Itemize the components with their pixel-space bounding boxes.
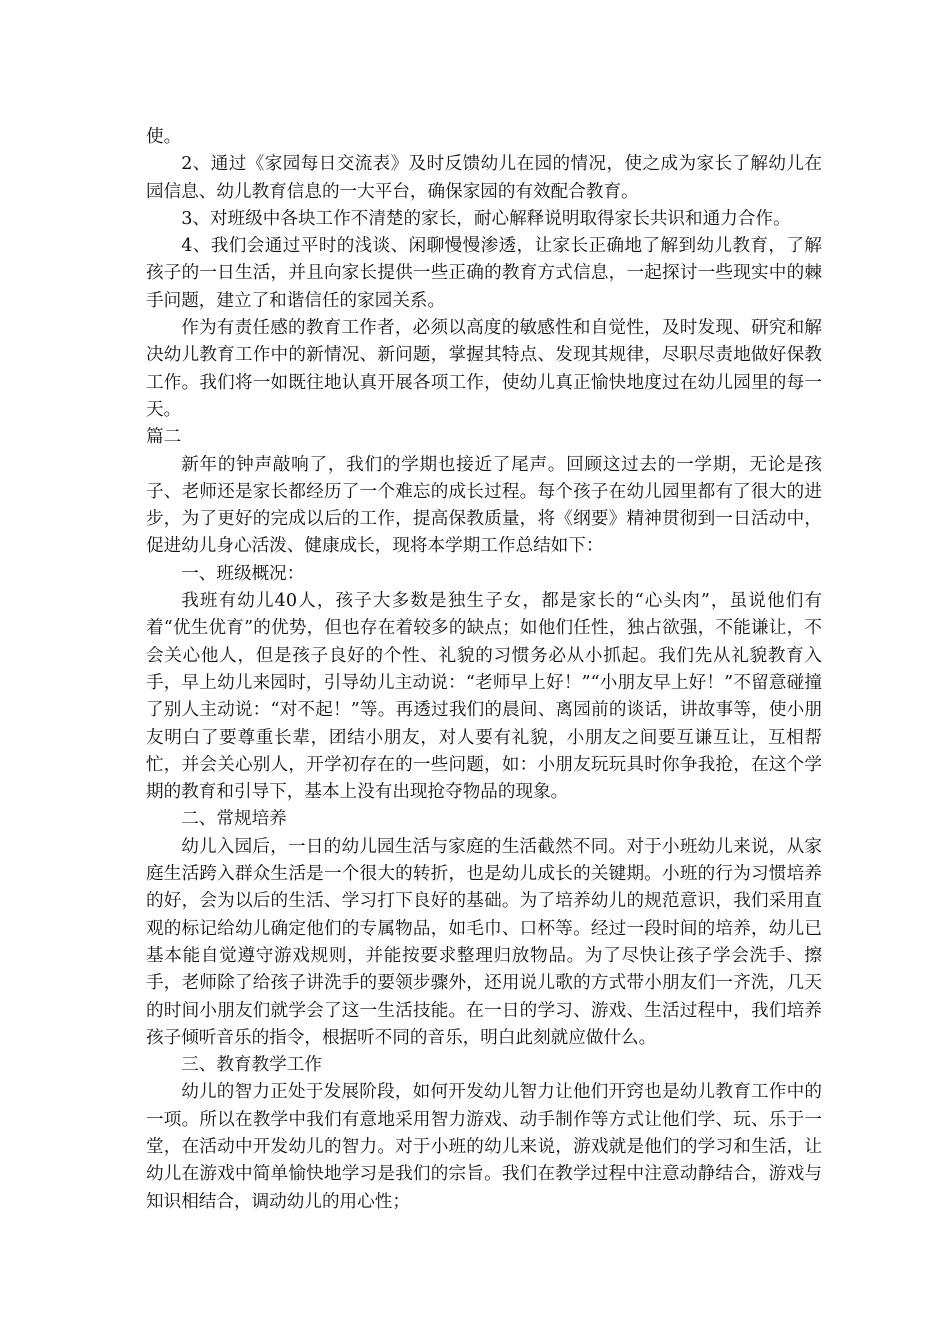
paragraph: 2、通过《家园每日交流表》及时反馈幼儿在园的情况，使之成为家长了解幼儿在园信息、幼儿教育信息的一大平台，确保家园的有效配合教育。	[146, 154, 822, 202]
section-heading: 二、常规培养	[181, 809, 287, 830]
section-heading: 一、班级概况：	[181, 563, 305, 584]
paragraph: 3、对班级中各块工作不清楚的家长，耐心解释说明取得家长共识和通力合作。	[181, 208, 791, 229]
paragraph: 幼儿的智力正处于发展阶段，如何开发幼儿智力让他们开窍也是幼儿教育工作中的一项。所以在教学中我们有意地采用智力游戏、动手制作等方式让他们学、玩、乐于一堂，在活动中开发幼儿的智力。对于小班的幼儿来说，游戏就是他们的学习和生活，让幼儿在游戏中简单愉快地学习是我们的宗旨。我们在教学过程中注意动静结合，游戏与知识相结合，调动幼儿的用心性；	[146, 1082, 822, 1212]
paragraph: 新年的钟声敲响了，我们的学期也接近了尾声。回顾这过去的一学期，无论是孩子、老师还是家长都经历了一个难忘的成长过程。每个孩子在幼儿园里都有了很大的进步，为了更好的完成以后的工作，提高保教质量，将《纲要》精神贯彻到一日活动中，促进幼儿身心活泼、健康成长，现将本学期工作总结如下：	[146, 454, 822, 557]
paragraph: 使。	[146, 127, 182, 147]
paragraph: 我班有幼儿40人，孩子大多数是独生子女，都是家长的“心头肉”，虽说他们有着“优生优育”的优势，但也存在着较多的缺点；如他们任性，独占欲强，不能谦让，不会关心他人，但是孩子良好的个性、礼貌的习惯务必从小抓起。我们先从礼貌教育入手，早上幼儿来园时，引导幼儿主动说：“老师早上好！”“小朋友早上好！”不留意碰撞了别人主动说：“对不起！”等。再透过我们的晨间、离园前的谈话，讲故事等，使小朋友明白了要尊重长辈，团结小朋友，对人要有礼貌，小朋友之间要互谦互让，互相帮忙，并会关心别人，开学初存在的一些问题，如：小朋友玩玩具时你争我抢，在这个学期的教育和引导下，基本上没有出现抢夺物品的现象。	[146, 591, 822, 803]
document-body	[146, 124, 822, 1216]
section-heading: 三、教育教学工作	[181, 1055, 322, 1076]
paragraph: 4、我们会通过平时的浅谈、闲聊慢慢渗透，让家长正确地了解到幼儿教育，了解孩子的一日生活，并且向家长提供一些正确的教育方式信息，一起探讨一些现实中的棘手问题，建立了和谐信任的家园关系。	[146, 236, 822, 311]
section-heading: 篇二	[146, 427, 182, 448]
paragraph: 作为有责任感的教育工作者，必须以高度的敏感性和自觉性，及时发现、研究和解决幼儿教育工作中的新情况、新问题，掌握其特点、发现其规律，尽职尽责地做好保教工作。我们将一如既往地认真开展各项工作，使幼儿真正愉快地度过在幼儿园里的每一天。	[146, 318, 822, 420]
paragraph: 幼儿入园后，一日的幼儿园生活与家庭的生活截然不同。对于小班幼儿来说，从家庭生活跨入群众生活是一个很大的转折，也是幼儿成长的关键期。小班的行为习惯培养的好，会为以后的生活、学习打下良好的基础。为了培养幼儿的规范意识，我们采用直观的标记给幼儿确定他们的专属物品，如毛巾、口杯等。经过一段时间的培养，幼儿已基本能自觉遵守游戏规则，并能按要求整理归放物品。为了尽快让孩子学会洗手、擦手，老师除了给孩子讲洗手的要领步骤外，还用说儿歌的方式带小朋友们一齐洗，几天的时间小朋友们就学会了这一生活技能。在一日的学习、游戏、生活过程中，我们培养孩子倾听音乐的指令，根据听不同的音乐，明白此刻就应做什么。	[146, 836, 822, 1048]
